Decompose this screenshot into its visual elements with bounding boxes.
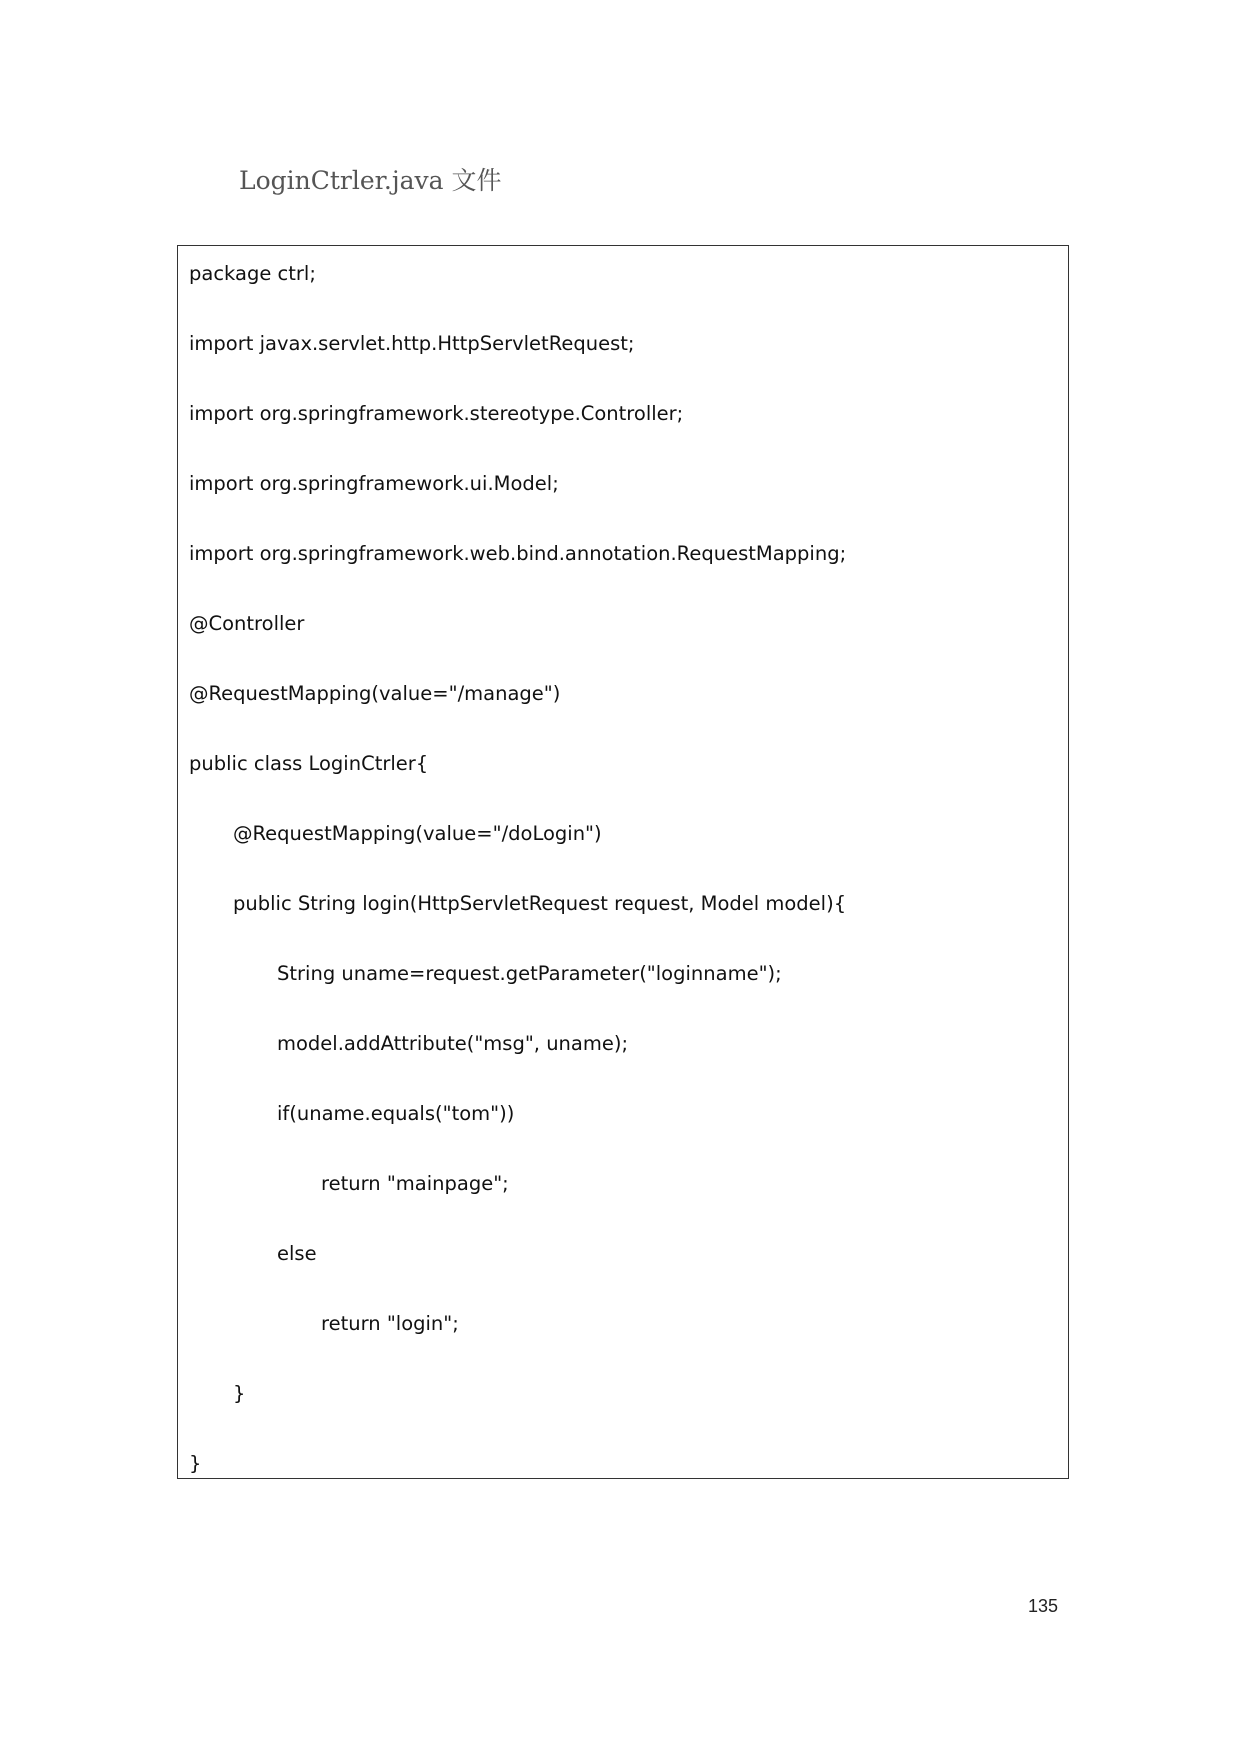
code-line: @Controller	[189, 612, 305, 635]
code-line: return "mainpage";	[321, 1172, 509, 1195]
file-title: LoginCtrler.java 文件	[239, 166, 502, 195]
code-line: import javax.servlet.http.HttpServletRequest;	[189, 332, 635, 355]
code-line: import org.springframework.ui.Model;	[189, 472, 559, 495]
code-line: @RequestMapping(value="/doLogin")	[233, 822, 602, 845]
code-line: @RequestMapping(value="/manage")	[189, 682, 561, 705]
code-listing-box	[177, 245, 1069, 1479]
code-line: return "login";	[321, 1312, 459, 1335]
code-line: public class LoginCtrler{	[189, 752, 429, 775]
code-line: String uname=request.getParameter("loginname");	[277, 962, 782, 985]
code-line: }	[233, 1382, 246, 1405]
code-line: package ctrl;	[189, 262, 316, 285]
code-line: model.addAttribute("msg", uname);	[277, 1032, 629, 1055]
code-line: }	[189, 1452, 202, 1475]
page-number: 135	[1027, 1596, 1058, 1616]
code-line: import org.springframework.web.bind.annotation.RequestMapping;	[189, 542, 847, 565]
code-line: if(uname.equals("tom"))	[277, 1102, 515, 1125]
code-line: public String login(HttpServletRequest request, Model model){	[233, 892, 847, 915]
code-line: else	[277, 1242, 317, 1265]
code-line: import org.springframework.stereotype.Controller;	[189, 402, 684, 425]
